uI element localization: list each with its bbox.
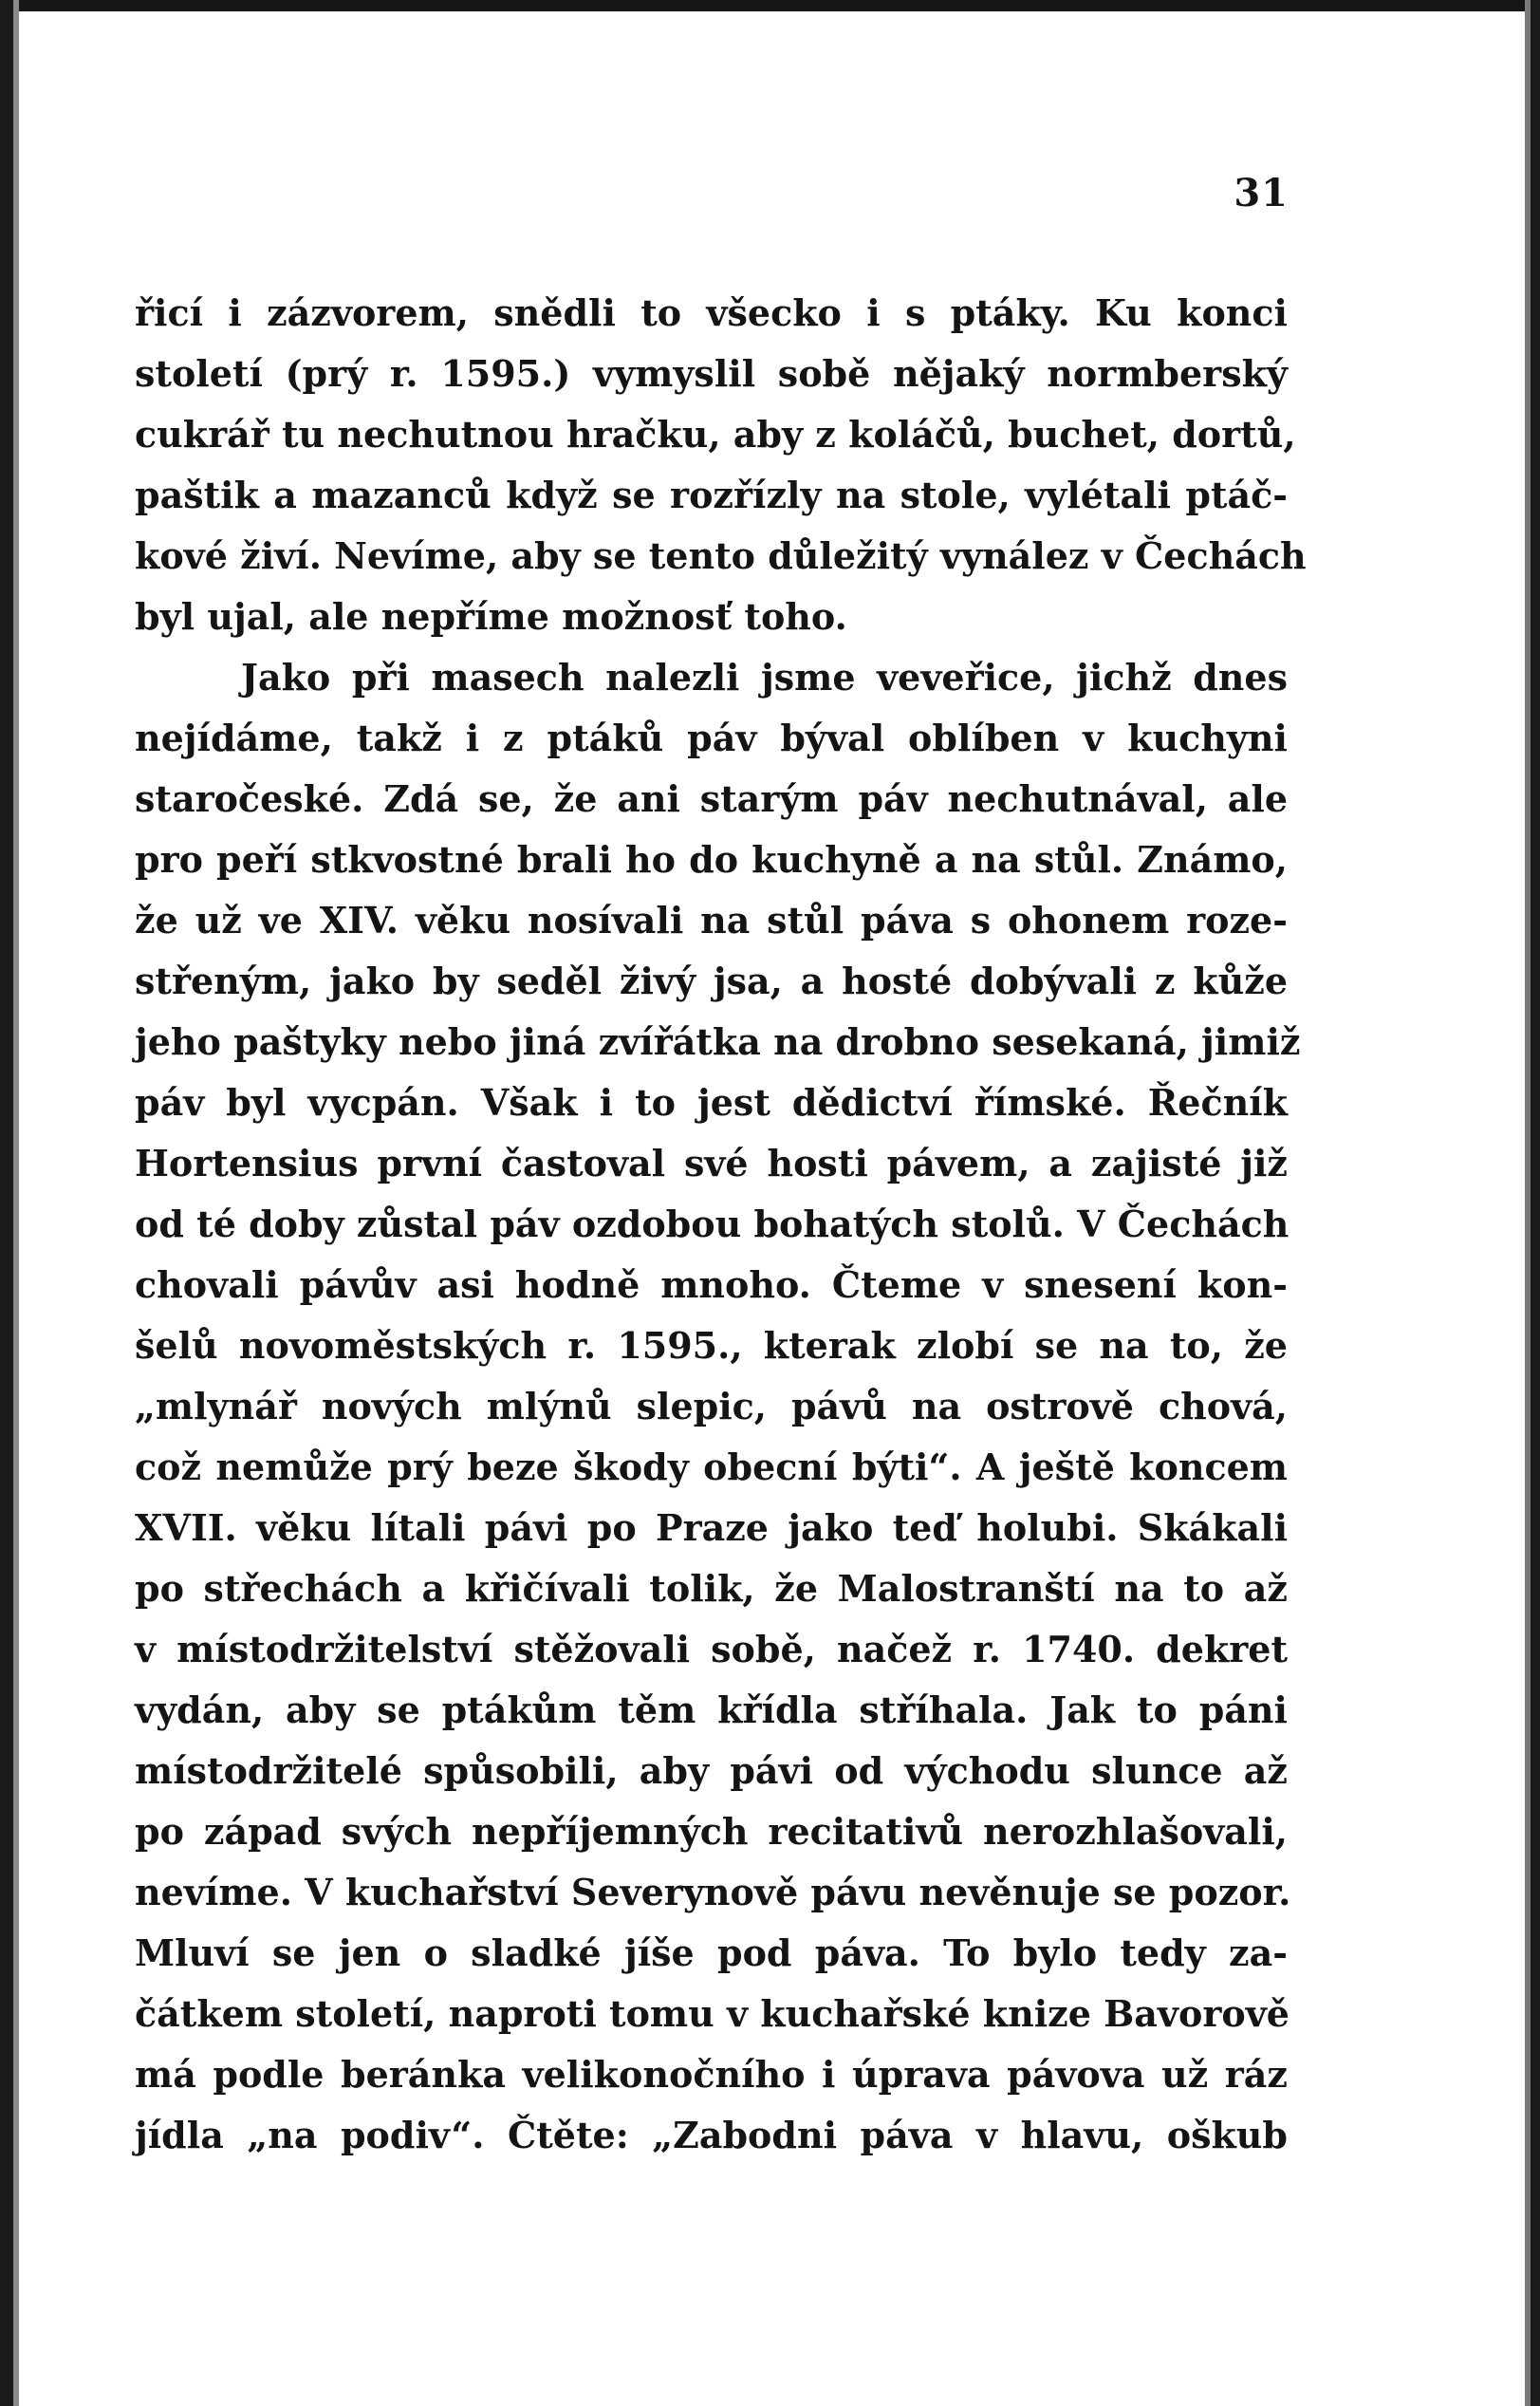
text-line: Mluví se jen o sladké jíše pod páva. To bylo tedy za- (135, 1931, 1288, 1974)
text-line: má podle beránka velikonočního i úprava pávova už ráz (135, 2053, 1288, 2096)
text-line: místodržitelé spůsobili, aby pávi od východu slunce až (135, 1749, 1288, 1792)
text-line: Jako při masech nalezli jsme veveřice, jichž dnes (241, 656, 1288, 699)
text-line: pro peří stkvostné brali ho do kuchyně a na stůl. Známo, (135, 838, 1288, 881)
text-line: čátkem století, naproti tomu v kuchařské knize Bavorově (135, 1992, 1290, 2035)
text-line: nejídáme, takž i z ptáků páv býval oblíben v kuchyni (135, 717, 1288, 759)
scan-border-left-shadow (13, 0, 19, 2406)
text-line: chovali pávův asi hodně mnoho. Čteme v snesení kon- (135, 1263, 1288, 1306)
body-text (135, 283, 1307, 2166)
scan-border-left (0, 0, 13, 2406)
text-line: kové živí. Nevíme, aby se tento důležitý vynález v Čechách (135, 534, 1307, 577)
text-line: páv byl vycpán. Však i to jest dědictví římské. Řečník (135, 1081, 1288, 1124)
text-line: cukrář tu nechutnou hračku, aby z koláčů, buchet, dortů, (135, 413, 1296, 456)
scan-border-top (0, 0, 1540, 11)
text-line: po střechách a křičívali tolik, že Malostranští na to až (135, 1567, 1288, 1610)
text-line: jídla „na podiv“. Čtěte: „Zabodni páva v hlavu, oškub (135, 2114, 1288, 2156)
text-line: staročeské. Zdá se, že ani starým páv nechutnával, ale (135, 777, 1288, 820)
text-line: v místodržitelství stěžovali sobě, načež r. 1740. dekret (135, 1628, 1288, 1670)
text-line: střeným, jako by seděl živý jsa, a hosté dobývali z kůže (135, 960, 1288, 1002)
text-line: vydán, aby se ptákům těm křídla stříhala. Jak to páni (135, 1688, 1288, 1731)
text-line: jeho paštyky nebo jiná zvířátka na drobno sesekaná, jimiž (135, 1020, 1301, 1063)
text-line: Hortensius první častoval své hosti pávem, a zajisté již (135, 1142, 1288, 1184)
text-line: byl ujal, ale nepříme možnosť toho. (135, 595, 847, 638)
text-line: nevíme. V kuchařství Severynově pávu nevěnuje se pozor. (135, 1871, 1291, 1913)
text-line: po západ svých nepříjemných recitativů nerozhlašovali, (135, 1810, 1288, 1853)
text-line: že už ve XIV. věku nosívali na stůl páva s ohonem roze- (135, 899, 1288, 942)
scan-border-right-shadow (1525, 0, 1531, 2406)
text-line: což nemůže prý beze škody obecní býti“. A ještě koncem (135, 1445, 1288, 1488)
page-number: 31 (1234, 171, 1289, 215)
text-line: od té doby zůstal páv ozdobou bohatých stolů. V Čechách (135, 1203, 1290, 1245)
text-line: paštik a mazanců když se rozřízly na stole, vylétali ptáč- (135, 474, 1288, 516)
text-line: „mlynář nových mlýnů slepic, pávů na ostrově chová, (135, 1385, 1288, 1427)
text-line: řicí i zázvorem, snědli to všecko i s ptáky. Ku konci (135, 291, 1288, 334)
text-line: šelů novoměstských r. 1595., kterak zlobí se na to, že (135, 1324, 1288, 1367)
text-line: XVII. věku lítali pávi po Praze jako teď holubi. Skákali (135, 1506, 1288, 1549)
scan-border-right (1531, 0, 1540, 2406)
text-line: století (prý r. 1595.) vymyslil sobě nějaký normberský (135, 352, 1288, 395)
